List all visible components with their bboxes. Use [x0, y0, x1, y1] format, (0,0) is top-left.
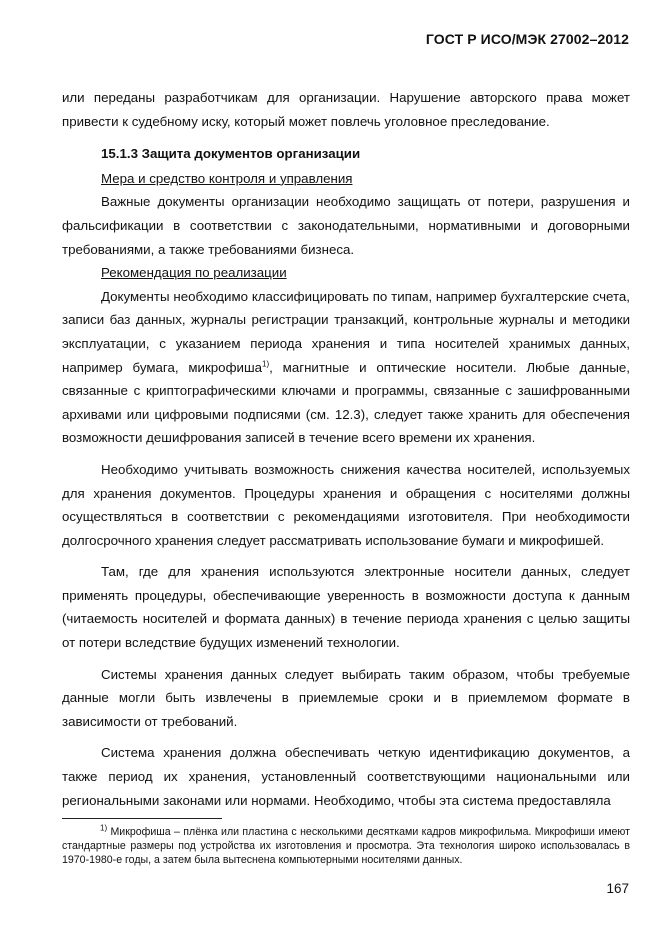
control-subheading — [62, 167, 630, 191]
paragraph-control: Важные документы организации необходимо защищать от потери, разрушения и фальсификации в соответствии с законодательными, нормативными и договорными требованиями, а также требованиями бизнеса. — [62, 194, 630, 257]
paragraph-electronic-media: Там, где для хранения используются электронные носители данных, следует применять процедуры, обеспечивающие уверенность в возможности доступа к данным (читаемость носителей и формата данных) в течение периода хранения с целью защиты от потери вследствие будущих изменений технологии. — [62, 564, 630, 651]
standard-header: ГОСТ Р ИСО/МЭК 27002–2012 — [425, 31, 629, 47]
paragraph-media-degradation: Необходимо учитывать возможность снижения качества носителей, используемых для хранения документов. Процедуры хранения и обращения с носителями должны осуществляться в соответствии с рекомендациями изготовителя. При необходимости долгосрочного хранения следует рассматривать использование бумаги и микрофишей. — [62, 461, 630, 548]
section-heading: 15.1.3 Защита документов организации — [101, 146, 361, 162]
page-number: 167 — [606, 881, 629, 896]
footnote-marker: 1) — [100, 823, 108, 833]
guidance-subheading-text: Рекомендация по реализации — [101, 265, 287, 281]
body-text — [62, 86, 630, 812]
footnote — [62, 825, 630, 868]
paragraph-classification-part1: Документы необходимо классифицировать по типам, например бухгалтерские счета, записи баз данных, журналы регистрации транзакций, контрольные журналы и методики эксплуатации, с указанием периода хранения и типа носителей хранимых данных, например бумага, микрофиша — [62, 288, 630, 375]
paragraph-classification — [62, 285, 630, 450]
footnote-divider — [62, 818, 222, 819]
footnote-text: Микрофиша – плёнка или пластина с несколькими десятками кадров микрофильма. Микрофиши имеют стандартные размеры под устройства их изготовления и просмотра. Эта технология широко использовалась в 1970-1980-е годы, а затем была вытеснена компьютерными носителями данных. — [62, 826, 630, 867]
paragraph-classification-part2: , магнитные и оптические носители. Любые данные, связанные с криптографическими ключами и программы, связанные с зашифрованными архивами или цифровыми подписями (см. 12.3), следует также хранить для обеспечения возможности дешифрования записей в течение всего времени их хранения. — [62, 359, 630, 446]
paragraph-continuation: или переданы разработчикам для организации. Нарушение авторского права может привести к судебному иску, который может повлечь уголовное преследование. — [62, 90, 630, 129]
footnote-reference: 1) — [262, 359, 270, 369]
paragraph-identification: Система хранения должна обеспечивать четкую идентификацию документов, а также период их хранения, установленный соответствующими национальными или региональными законами или нормами. Необходимо, чтобы эта система предоставляла — [62, 745, 630, 808]
guidance-subheading — [62, 261, 630, 285]
control-subheading-text: Мера и средство контроля и управления — [101, 170, 353, 186]
paragraph-storage-systems: Системы хранения данных следует выбирать таким образом, чтобы требуемые данные могли быть извлечены в приемлемые сроки и в приемлемом формате в зависимости от требований. — [62, 666, 630, 729]
